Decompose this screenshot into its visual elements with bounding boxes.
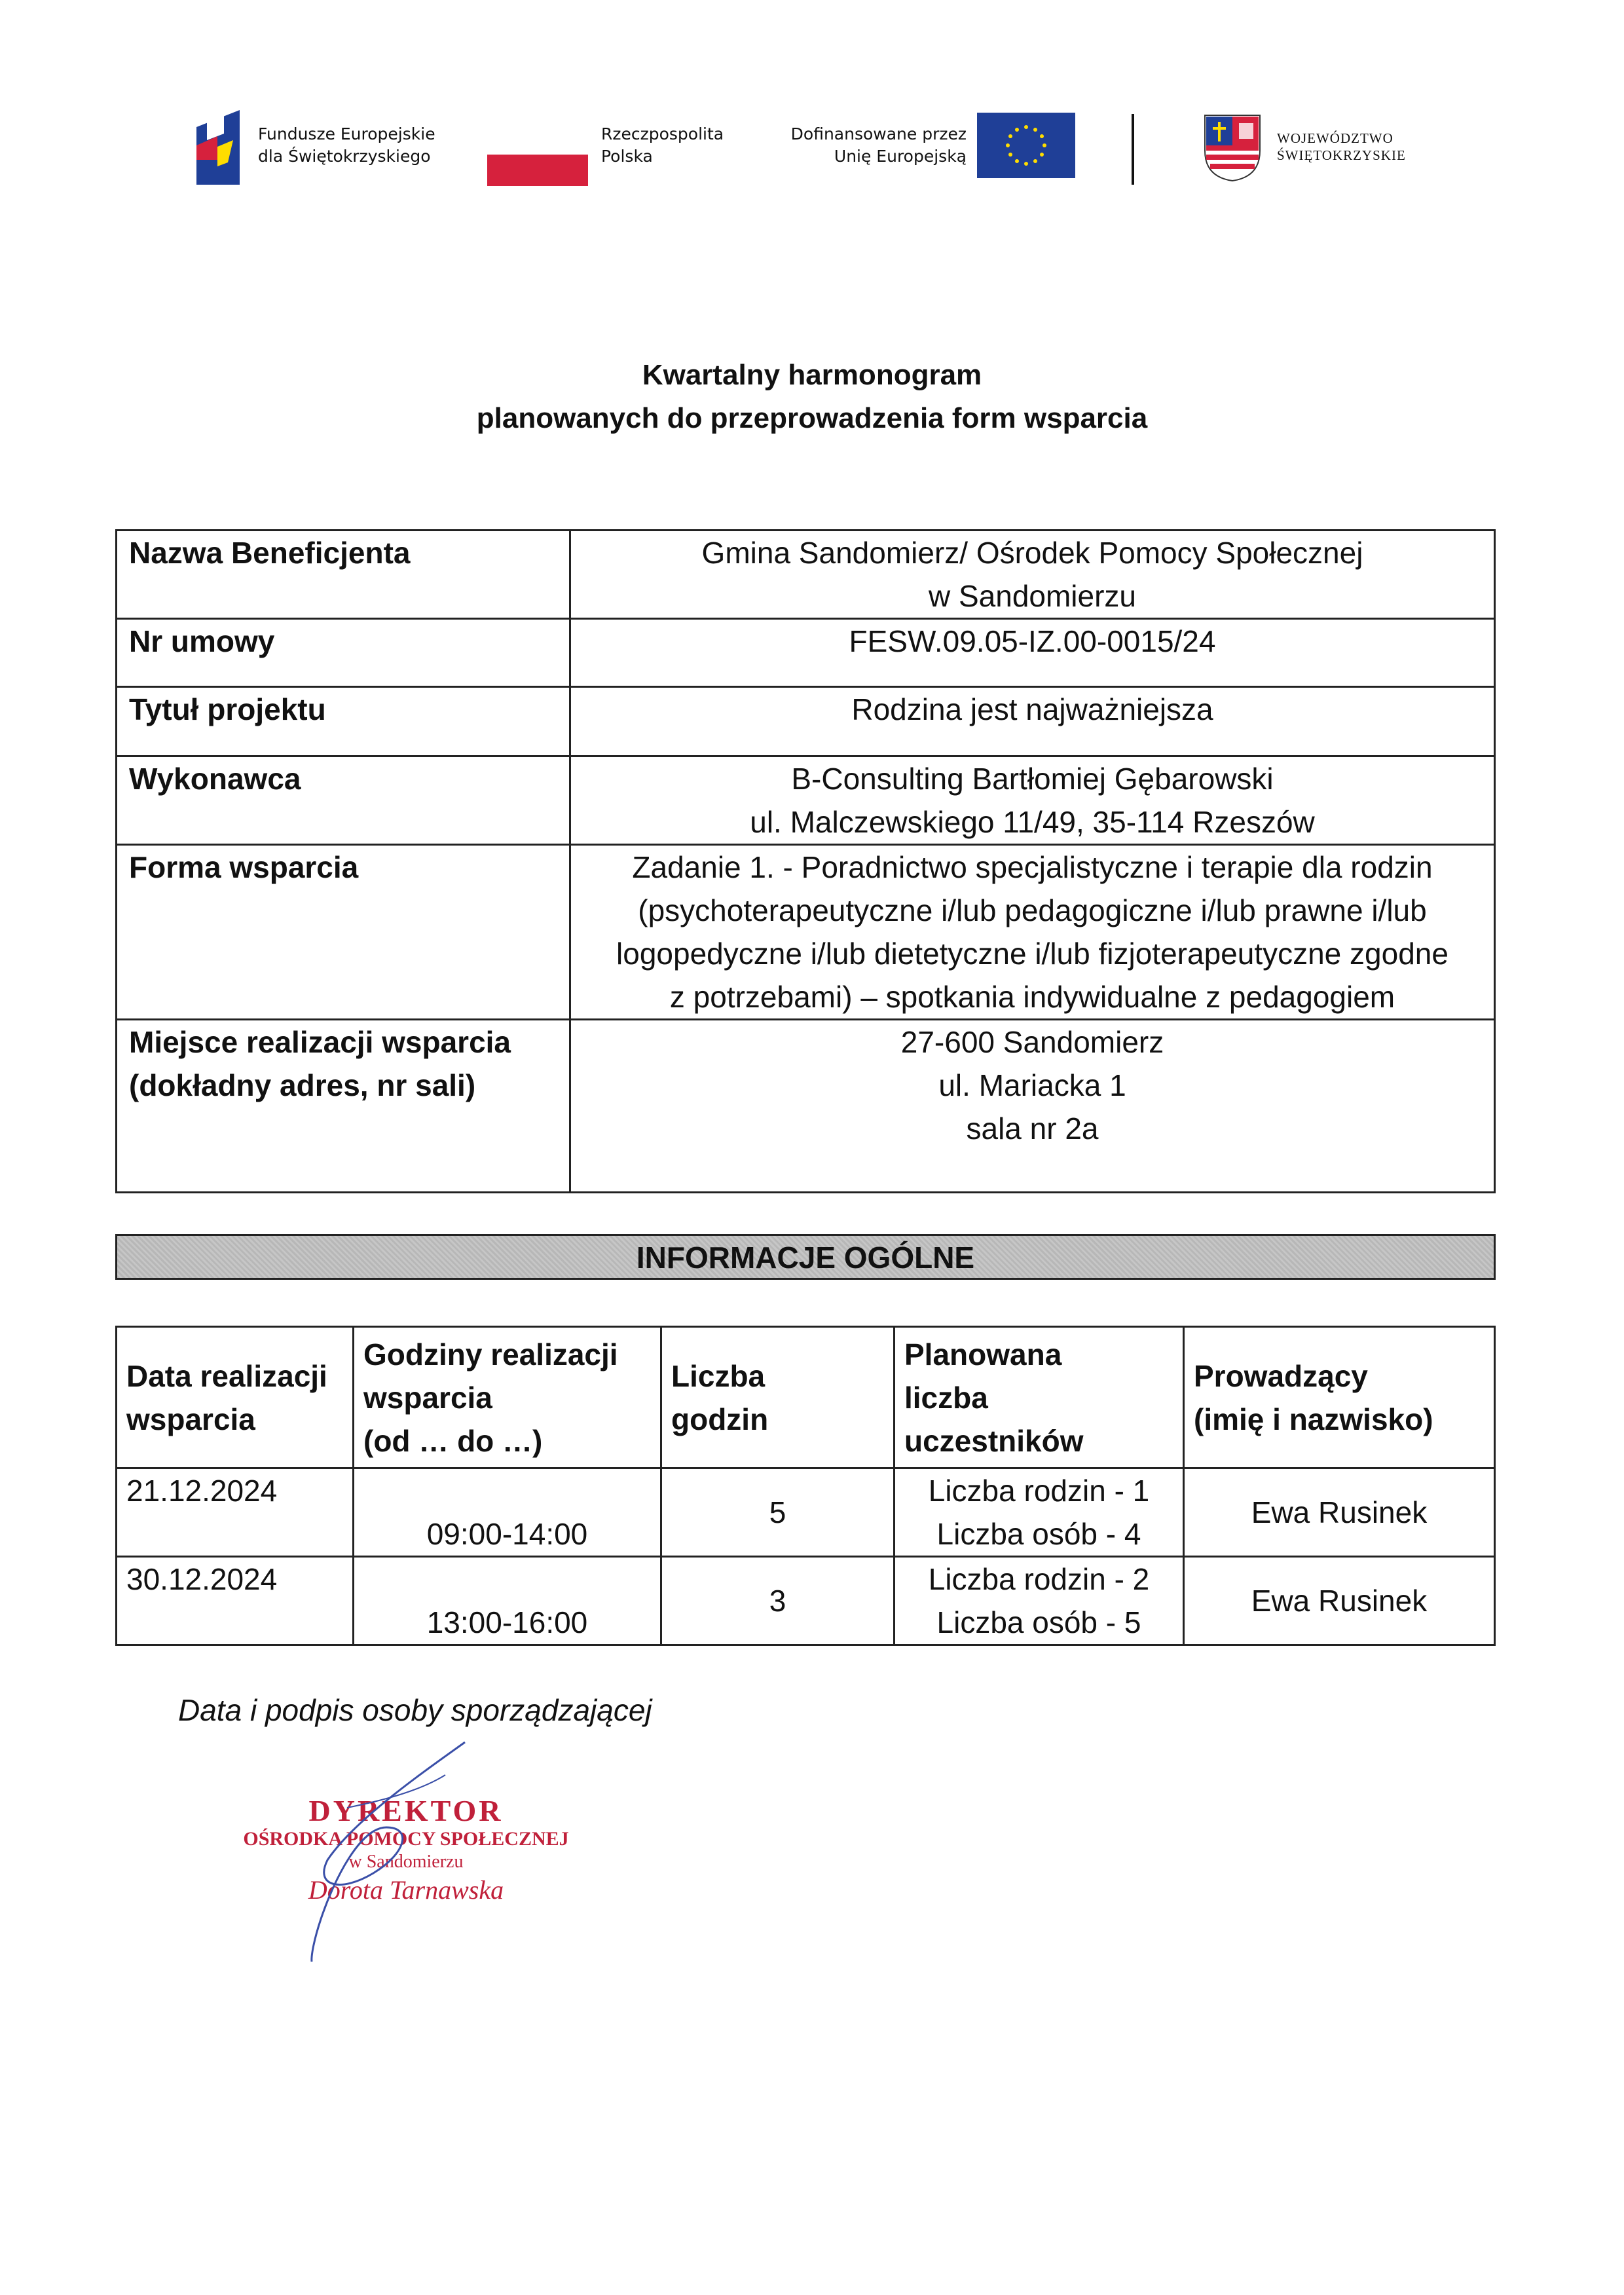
eu-text-line2: Unię Europejską <box>834 147 967 166</box>
cell-hours: 09:00-14:00 <box>354 1468 661 1557</box>
row-value <box>570 531 1495 619</box>
value-line: z potrzebami) – spotkania indywidualne z pedagogiem <box>669 980 1395 1014</box>
cell-lead: Ewa Rusinek <box>1184 1557 1495 1645</box>
region-text <box>1277 130 1406 164</box>
column-header-date <box>117 1327 354 1468</box>
persons-count: Liczba osób - 4 <box>936 1517 1141 1551</box>
header-line: godzin <box>671 1402 769 1436</box>
rp-logo-line1: Rzeczpospolita <box>601 124 724 143</box>
persons-count: Liczba osób - 5 <box>936 1605 1141 1639</box>
column-header-count <box>661 1327 895 1468</box>
fe-logo-line1: Fundusze Europejskie <box>258 124 435 143</box>
header-line: (imię i nazwisko) <box>1194 1402 1433 1436</box>
title-line2: planowanych do przeprowadzenia form wsparcia <box>476 402 1148 434</box>
header-line: wsparcia <box>363 1380 492 1415</box>
logo-bar <box>194 107 1438 193</box>
value-line: logopedyczne i/lub dietetyczne i/lub fizjoterapeutyczne zgodne <box>616 937 1449 971</box>
cell-participants <box>895 1468 1184 1557</box>
logo-divider <box>1132 114 1134 185</box>
value-line: 27-600 Sandomierz <box>900 1025 1164 1059</box>
title-line1: Kwartalny harmonogram <box>642 359 982 391</box>
cell-hours: 13:00-16:00 <box>354 1557 661 1645</box>
column-header-hours <box>354 1327 661 1468</box>
row-value <box>570 845 1495 1020</box>
column-header-lead <box>1184 1327 1495 1468</box>
row-value <box>570 756 1495 845</box>
stamp-line4: Dorota Tarnawska <box>308 1875 504 1905</box>
value-line: ul. Malczewskiego 11/49, 35-114 Rzeszów <box>750 805 1315 839</box>
value-line: (psychoterapeutyczne i/lub pedagogiczne i/lub prawne i/lub <box>638 893 1427 927</box>
label-line: (dokładny adres, nr sali) <box>129 1068 476 1102</box>
column-header-participants <box>895 1327 1184 1468</box>
fundusze-europejskie-logo-icon <box>194 107 242 187</box>
cell-count: 5 <box>661 1468 895 1557</box>
cell-date: 30.12.2024 <box>117 1557 354 1645</box>
value-line: Gmina Sandomierz/ Ośrodek Pomocy Społecznej <box>701 536 1363 570</box>
value-line: Zadanie 1. - Poradnictwo specjalistyczne i terapie dla rodzin <box>632 850 1433 884</box>
polish-flag-icon <box>487 123 588 186</box>
signature-label: Data i podpis osoby sporządzającej <box>178 1693 652 1727</box>
row-value <box>570 619 1495 687</box>
header-line: Prowadzący <box>1194 1358 1368 1393</box>
table-row <box>117 756 1495 845</box>
table-row <box>117 687 1495 756</box>
header-line: Data realizacji <box>126 1358 327 1393</box>
cell-participants <box>895 1557 1184 1645</box>
cell-count: 3 <box>661 1557 895 1645</box>
table-row <box>117 1557 1495 1645</box>
eu-flag-icon <box>977 113 1075 178</box>
schedule-table <box>115 1326 1496 1646</box>
value-line: sala nr 2a <box>966 1111 1099 1146</box>
stamp-line1: DYREKTOR <box>308 1794 504 1827</box>
header-line: Liczba <box>671 1358 766 1393</box>
families-count: Liczba rodzin - 1 <box>928 1474 1150 1508</box>
cell-date: 21.12.2024 <box>117 1468 354 1557</box>
row-label: Nazwa Beneficjenta <box>117 531 570 619</box>
row-label <box>117 1020 570 1193</box>
region-line1: WOJEWÓDZTWO <box>1277 130 1393 146</box>
value-line: FESW.09.05-IZ.00-0015/24 <box>849 624 1216 658</box>
table-header-row <box>117 1327 1495 1468</box>
coat-of-arms-icon <box>1204 114 1261 182</box>
row-value <box>570 687 1495 756</box>
eu-text-line1: Dofinansowane przez <box>790 124 967 143</box>
value-line: ul. Mariacka 1 <box>938 1068 1126 1102</box>
eu-text <box>770 123 967 168</box>
row-label: Nr umowy <box>117 619 570 687</box>
label-line: Miejsce realizacji wsparcia <box>129 1025 511 1059</box>
table-row <box>117 845 1495 1020</box>
families-count: Liczba rodzin - 2 <box>928 1562 1150 1596</box>
fe-logo-text <box>258 123 435 168</box>
table-row <box>117 619 1495 687</box>
header-line: (od … do …) <box>363 1423 543 1458</box>
table-row <box>117 1468 1495 1557</box>
header-line: Planowana <box>904 1337 1062 1371</box>
table-row <box>117 1020 1495 1193</box>
header-line: uczestników <box>904 1423 1084 1458</box>
handwritten-signature-icon <box>249 1729 537 1965</box>
stamp-line3: w Sandomierzu <box>348 1852 464 1872</box>
header-line: wsparcia <box>126 1402 255 1436</box>
value-line: Rodzina jest najważniejsza <box>851 692 1213 726</box>
value-line: w Sandomierzu <box>928 579 1137 613</box>
rp-logo-text <box>601 123 724 168</box>
fe-logo-line2: dla Świętokrzyskiego <box>258 147 431 166</box>
table-row <box>117 531 1495 619</box>
row-label: Wykonawca <box>117 756 570 845</box>
row-label: Forma wsparcia <box>117 845 570 1020</box>
project-info-table <box>115 529 1496 1193</box>
stamp-line2: OŚRODKA POMOCY SPOŁECZNEJ <box>243 1828 569 1850</box>
rp-logo-line2: Polska <box>601 147 653 166</box>
page-title <box>0 354 1624 440</box>
cell-lead: Ewa Rusinek <box>1184 1468 1495 1557</box>
section-banner: INFORMACJE OGÓLNE <box>115 1234 1496 1280</box>
region-line2: ŚWIĘTOKRZYSKIE <box>1277 147 1406 163</box>
row-label: Tytuł projektu <box>117 687 570 756</box>
header-line: liczba <box>904 1380 988 1415</box>
header-line: Godziny realizacji <box>363 1337 618 1371</box>
value-line: B-Consulting Bartłomiej Gębarowski <box>791 762 1274 796</box>
row-value <box>570 1020 1495 1193</box>
